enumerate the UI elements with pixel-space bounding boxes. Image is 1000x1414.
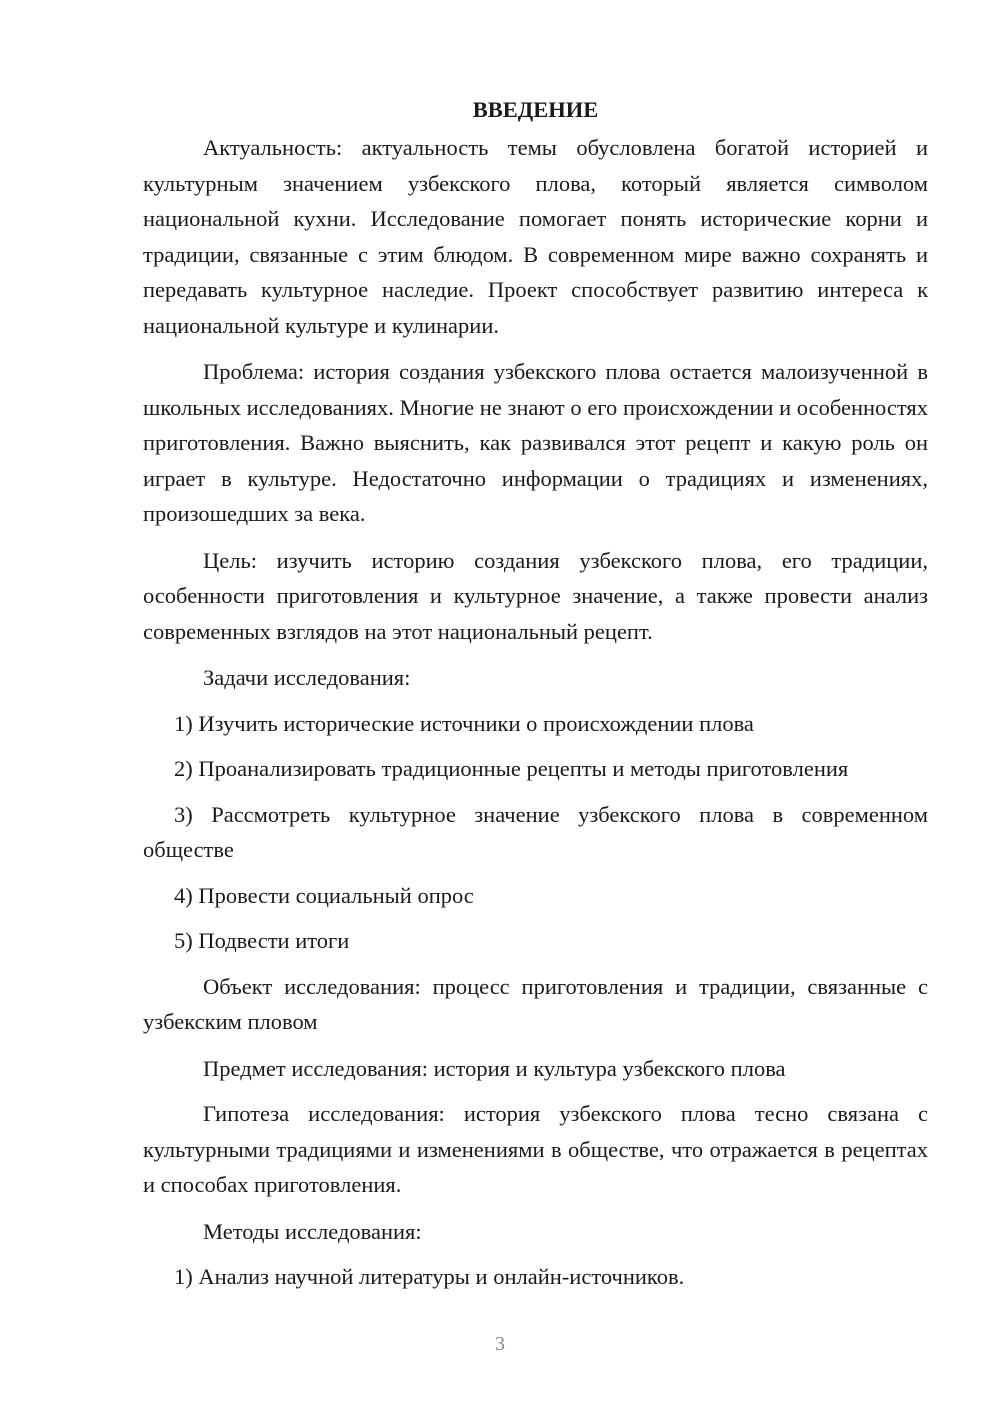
object-paragraph: Объект исследования: процесс приготовления и традиции, связанные с узбекским пловом (143, 973, 928, 1034)
task-item: 5) Подвести итоги (174, 928, 350, 953)
method-item: 1) Анализ научной литературы и онлайн-источников. (174, 1264, 685, 1289)
task-item: 2) Проанализировать традиционные рецепты и методы приготовления (174, 756, 849, 781)
page-number: 3 (495, 1333, 505, 1355)
tasks-title: Задачи исследования: (203, 665, 411, 690)
section-heading: ВВЕДЕНИЕ (472, 97, 599, 122)
methods-title: Методы исследования: (203, 1218, 422, 1244)
task-item: 4) Провести социальный опрос (174, 882, 474, 908)
problem-paragraph: Проблема: история создания узбекского плова остается малоизученной в школьных исследованиях. Многие не знают о его происхождении и особенностях приготовления. Важно выяснить, как развивался этот рецепт и какую роль он играет в культуре. Недостаточно информации о традициях и изменениях, произошедших за века. (143, 359, 928, 526)
hypothesis-paragraph: Гипотеза исследования: история узбекского плова тесно связана с культурными традициями и изменениями в обществе, что отражается в рецептах и способах приготовления. (143, 1101, 928, 1197)
relevance-paragraph: Актуальность: актуальность темы обусловлена богатой историей и культурным значением узбекского плова, который является символом национальной кухни. Исследование помогает понять исторические корни и традиции, связанные с этим блюдом. В современном мире важно сохранять и передавать культурное наследие. Проект способствует развитию интереса к национальной культуре и кулинарии. (143, 135, 928, 338)
goal-paragraph: Цель: изучить историю создания узбекского плова, его традиции, особенности приготовления и культурное значение, а также провести анализ современных взглядов на этот национальный рецепт. (143, 547, 928, 644)
task-item: 1) Изучить исторические источники о происхождении плова (174, 710, 754, 736)
task-item: 3) Рассмотреть культурное значение узбекского плова в современном обществе (143, 801, 928, 862)
subject-paragraph: Предмет исследования: история и культура узбекского плова (203, 1055, 786, 1081)
page-content (143, 92, 928, 1305)
